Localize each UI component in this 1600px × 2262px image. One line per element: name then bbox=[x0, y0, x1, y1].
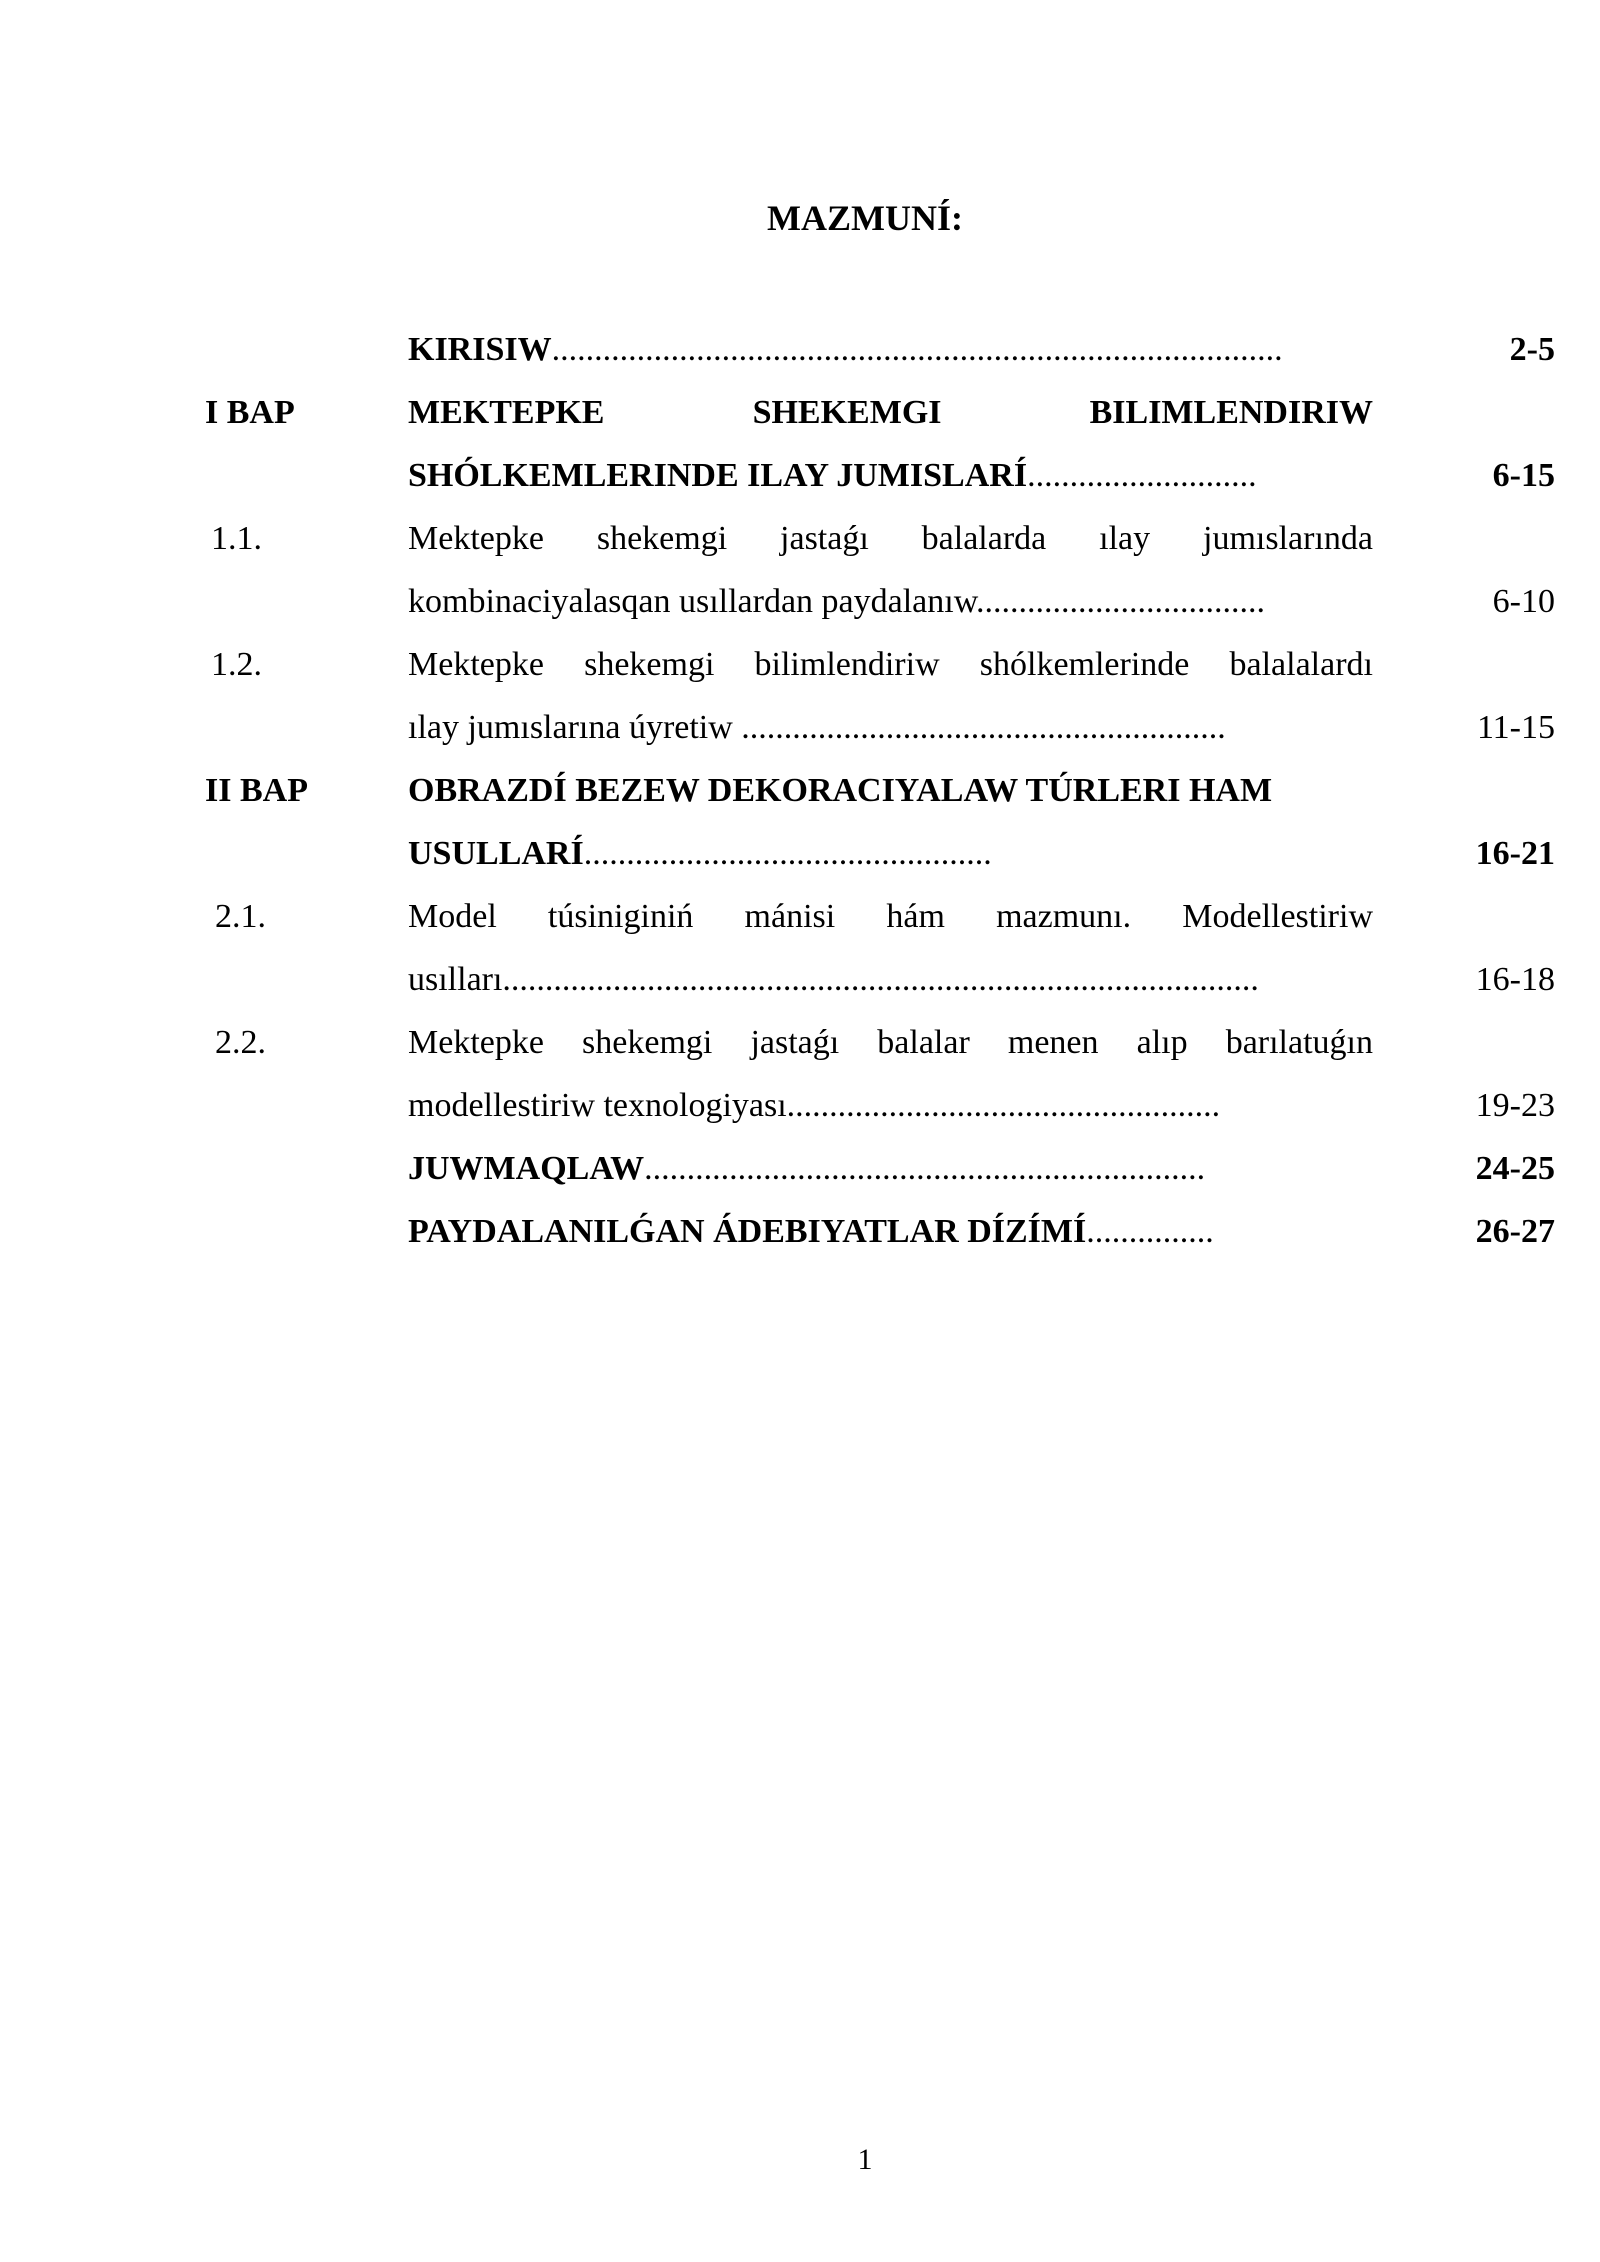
page-number: 1 bbox=[857, 2143, 873, 2176]
toc-entry-section-2-2-cont bbox=[205, 1074, 1555, 1137]
table-of-contents bbox=[205, 318, 1555, 1263]
toc-entry-label: 2.1. bbox=[215, 898, 266, 935]
toc-entry-label: 1.1. bbox=[211, 520, 262, 557]
toc-entry-heading: USULLARÍ bbox=[408, 835, 584, 872]
toc-entry-section-1-1 bbox=[205, 507, 1555, 570]
toc-entry-text bbox=[408, 822, 1373, 885]
toc-entry-text: modellestiriw texnologiyası................................................... bbox=[408, 1087, 1221, 1124]
toc-entry-heading: PAYDALANILǴAN ÁDEBIYATLAR DÍZÍMÍ bbox=[408, 1213, 1087, 1250]
toc-entry-pages: 11-15 bbox=[1476, 709, 1555, 746]
toc-entry-text: Mektepke shekemgi jastaǵı balalarda ılay jumıslarında bbox=[408, 520, 1373, 557]
toc-entry-text: Mektepke shekemgi bilimlendiriw shólkemlerinde balalalardı bbox=[408, 646, 1373, 683]
toc-entry-kirisiw bbox=[205, 318, 1555, 381]
toc-entry-label: II BAP bbox=[205, 772, 308, 809]
toc-entry-text: kombinaciyalasqan usıllardan paydalanıw.................................. bbox=[408, 583, 1266, 620]
toc-entry-chapter-2-cont bbox=[205, 822, 1555, 885]
toc-entry-section-1-2 bbox=[205, 633, 1555, 696]
toc-entry-pages: 16-21 bbox=[1475, 835, 1555, 872]
toc-entry-pages: 16-18 bbox=[1475, 961, 1555, 998]
toc-entry-pages: 26-27 bbox=[1475, 1213, 1555, 1250]
toc-entry-text bbox=[408, 444, 1373, 507]
toc-entry-pages: 6-10 bbox=[1492, 583, 1555, 620]
toc-entry-chapter-1-cont bbox=[205, 444, 1555, 507]
toc-entry-bibliography bbox=[205, 1200, 1555, 1263]
toc-entry-chapter-2 bbox=[205, 759, 1555, 822]
toc-entry-text bbox=[408, 318, 1373, 381]
toc-entry-heading: SHÓLKEMLERINDE ILAY JUMISLARÍ bbox=[408, 457, 1028, 494]
toc-entry-text: MEKTEPKE SHEKEMGI BILIMLENDIRIW bbox=[408, 394, 1373, 431]
toc-entry-text bbox=[408, 1137, 1373, 1200]
toc-entry-label: I BAP bbox=[205, 394, 295, 431]
toc-leader-dots: ........................... bbox=[1027, 457, 1257, 494]
toc-leader-dots: ...................................................................................... bbox=[551, 331, 1283, 368]
toc-entry-pages: 24-25 bbox=[1475, 1150, 1555, 1187]
toc-leader-dots: ............... bbox=[1086, 1213, 1214, 1250]
toc-entry-text: Model túsiniginiń mánisi hám mazmunı. Modellestiriw bbox=[408, 898, 1373, 935]
toc-entry-section-1-2-cont bbox=[205, 696, 1555, 759]
toc-entry-label: 1.2. bbox=[211, 646, 262, 683]
toc-entry-heading: KIRISIW bbox=[408, 331, 552, 368]
toc-entry-section-1-1-cont bbox=[205, 570, 1555, 633]
toc-leader-dots: ................................................ bbox=[583, 835, 992, 872]
toc-entry-text: ılay jumıslarına úyretiw ......................................................... bbox=[408, 709, 1226, 746]
toc-entry-pages: 6-15 bbox=[1492, 457, 1555, 494]
toc-entry-text: OBRAZDÍ BEZEW DEKORACIYALAW TÚRLERI HAM bbox=[408, 772, 1273, 809]
toc-entry-section-2-2 bbox=[205, 1011, 1555, 1074]
toc-entry-text: Mektepke shekemgi jastaǵı balalar menen alıp barılatuǵın bbox=[408, 1024, 1373, 1061]
toc-entry-section-2-1-cont bbox=[205, 948, 1555, 1011]
toc-entry-text bbox=[408, 1200, 1373, 1263]
toc-leader-dots: .................................................................. bbox=[644, 1150, 1206, 1187]
toc-entry-label: 2.2. bbox=[215, 1024, 266, 1061]
toc-entry-pages: 19-23 bbox=[1475, 1087, 1555, 1124]
toc-entry-juwmaqlaw bbox=[205, 1137, 1555, 1200]
toc-entry-pages: 2-5 bbox=[1509, 331, 1555, 368]
toc-entry-heading: JUWMAQLAW bbox=[408, 1150, 645, 1187]
toc-entry-section-2-1 bbox=[205, 885, 1555, 948]
toc-entry-chapter-1 bbox=[205, 381, 1555, 444]
page-title: MAZMUNÍ: bbox=[767, 198, 963, 238]
toc-entry-text: usılları......................................................................................... bbox=[408, 961, 1259, 998]
